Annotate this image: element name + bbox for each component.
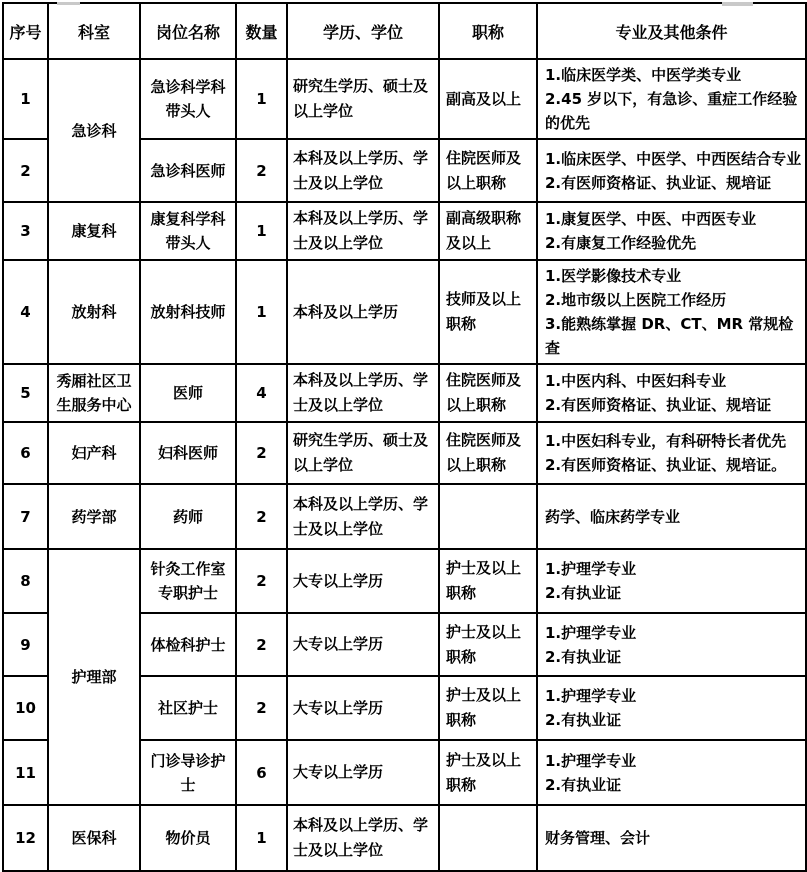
header-row xyxy=(3,3,806,59)
cell-position: 社区护士 xyxy=(140,676,236,740)
cell-serial: 6 xyxy=(3,422,48,484)
cell-position: 体检科护士 xyxy=(140,613,236,676)
cell-serial: 2 xyxy=(3,139,48,202)
cell-quantity: 2 xyxy=(236,613,287,676)
cell-department: 康复科 xyxy=(48,202,140,260)
cell-requirements xyxy=(537,740,806,805)
cell-serial: 7 xyxy=(3,484,48,549)
cell-serial: 10 xyxy=(3,676,48,740)
cell-position: 门诊导诊护士 xyxy=(140,740,236,805)
requirement-line: 2.有执业证 xyxy=(545,584,622,602)
cell-requirements xyxy=(537,484,806,549)
cell-education: 大专以上学历 xyxy=(287,613,439,676)
requirement-line: 1.临床医学、中医学、中西医结合专业 xyxy=(545,149,802,168)
cell-serial: 11 xyxy=(3,740,48,805)
requirement-line: 3.能熟练掌握 DR、CT、MR 常规检查 xyxy=(545,315,794,357)
cell-department: 放射科 xyxy=(48,260,140,364)
requirement-line: 2.45 岁以下，有急诊、重症工作经验的优先 xyxy=(545,90,798,132)
cell-department: 秀厢社区卫生服务中心 xyxy=(48,364,140,422)
table-row xyxy=(3,805,806,871)
cell-education: 本科及以上学历、学士及以上学位 xyxy=(287,139,439,202)
cell-serial: 5 xyxy=(3,364,48,422)
table-row xyxy=(3,484,806,549)
requirement-line: 2.有执业证 xyxy=(545,647,622,666)
table-handle-artifact xyxy=(57,2,80,5)
requirement-line: 2.有医师资格证、执业证、规培证。 xyxy=(545,456,787,474)
cell-title: 住院医师及以上职称 xyxy=(439,364,537,422)
cell-department: 急诊科 xyxy=(48,59,140,202)
requirement-line: 1.中医妇科专业，有科研特长者优先 xyxy=(545,432,787,450)
cell-requirements xyxy=(537,139,806,202)
cell-quantity: 2 xyxy=(236,139,287,202)
cell-department: 医保科 xyxy=(48,805,140,871)
cell-title: 副高及以上 xyxy=(439,59,537,139)
column-header-0: 序号 xyxy=(3,3,48,59)
requirement-line: 2.有执业证 xyxy=(545,775,622,794)
requirement-line: 2.有医师资格证、执业证、规培证 xyxy=(545,396,772,414)
cell-title: 护士及以上职称 xyxy=(439,613,537,676)
cell-quantity: 2 xyxy=(236,422,287,484)
cell-education: 本科及以上学历 xyxy=(287,260,439,364)
cell-department: 妇产科 xyxy=(48,422,140,484)
requirement-line: 2.地市级以上医院工作经历 xyxy=(545,291,727,309)
cell-education: 本科及以上学历、学士及以上学位 xyxy=(287,364,439,422)
cell-quantity: 2 xyxy=(236,549,287,613)
requirement-line: 1.康复医学、中医、中西医专业 xyxy=(545,210,757,228)
requirement-line: 1.护理学专业 xyxy=(545,560,637,578)
cell-department: 护理部 xyxy=(48,549,140,805)
column-header-2: 岗位名称 xyxy=(140,3,236,59)
cell-quantity: 1 xyxy=(236,805,287,871)
requirement-line: 2.有医师资格证、执业证、规培证 xyxy=(545,173,772,192)
cell-title: 护士及以上职称 xyxy=(439,676,537,740)
requirement-line: 1.中医内科、中医妇科专业 xyxy=(545,372,727,390)
cell-title: 副高级职称及以上 xyxy=(439,202,537,260)
requirement-line: 1.医学影像技术专业 xyxy=(545,267,682,285)
requirement-line: 药学、临床药学专业 xyxy=(545,507,681,526)
requirement-line: 1.护理学专业 xyxy=(545,623,637,642)
cell-education: 本科及以上学历、学士及以上学位 xyxy=(287,805,439,871)
requirement-line: 1.护理学专业 xyxy=(545,687,637,705)
cell-quantity: 6 xyxy=(236,740,287,805)
cell-position: 放射科技师 xyxy=(140,260,236,364)
cell-position: 妇科医师 xyxy=(140,422,236,484)
table-row xyxy=(3,549,806,613)
column-header-6: 专业及其他条件 xyxy=(537,3,806,59)
cell-quantity: 4 xyxy=(236,364,287,422)
cell-requirements xyxy=(537,202,806,260)
requirement-line: 财务管理、会计 xyxy=(545,829,651,847)
cell-position: 康复科学科带头人 xyxy=(140,202,236,260)
cell-quantity: 1 xyxy=(236,59,287,139)
requirement-line: 2.有执业证 xyxy=(545,711,622,729)
cell-title: 住院医师及以上职称 xyxy=(439,139,537,202)
cell-position: 急诊科医师 xyxy=(140,139,236,202)
column-header-3: 数量 xyxy=(236,3,287,59)
cell-title: 护士及以上职称 xyxy=(439,740,537,805)
requirement-line: 1.护理学专业 xyxy=(545,751,637,770)
table-row xyxy=(3,260,806,364)
cell-position: 物价员 xyxy=(140,805,236,871)
column-header-5: 职称 xyxy=(439,3,537,59)
cell-title xyxy=(439,484,537,549)
cell-education: 大专以上学历 xyxy=(287,740,439,805)
cell-requirements xyxy=(537,364,806,422)
table-row xyxy=(3,364,806,422)
cell-requirements xyxy=(537,422,806,484)
cell-quantity: 2 xyxy=(236,484,287,549)
cell-title xyxy=(439,805,537,871)
cell-education: 本科及以上学历、学士及以上学位 xyxy=(287,484,439,549)
column-header-1: 科室 xyxy=(48,3,140,59)
cell-education: 大专以上学历 xyxy=(287,549,439,613)
table-row xyxy=(3,202,806,260)
cell-title: 护士及以上职称 xyxy=(439,549,537,613)
cell-quantity: 2 xyxy=(236,676,287,740)
cell-requirements xyxy=(537,676,806,740)
cell-serial: 12 xyxy=(3,805,48,871)
cell-title: 住院医师及以上职称 xyxy=(439,422,537,484)
cell-education: 本科及以上学历、学士及以上学位 xyxy=(287,202,439,260)
cell-position: 急诊科学科带头人 xyxy=(140,59,236,139)
cell-position: 药师 xyxy=(140,484,236,549)
cell-serial: 8 xyxy=(3,549,48,613)
cell-requirements xyxy=(537,805,806,871)
cell-department: 药学部 xyxy=(48,484,140,549)
cell-requirements xyxy=(537,613,806,676)
requirement-line: 2.有康复工作经验优先 xyxy=(545,234,697,252)
table-body xyxy=(3,59,806,871)
cell-requirements xyxy=(537,59,806,139)
cell-serial: 9 xyxy=(3,613,48,676)
cell-quantity: 1 xyxy=(236,202,287,260)
cell-requirements xyxy=(537,260,806,364)
cell-serial: 4 xyxy=(3,260,48,364)
requirement-line: 1.临床医学类、中医学类专业 xyxy=(545,66,742,84)
cell-education: 研究生学历、硕士及以上学位 xyxy=(287,422,439,484)
cell-education: 大专以上学历 xyxy=(287,676,439,740)
cell-quantity: 1 xyxy=(236,260,287,364)
cell-position: 医师 xyxy=(140,364,236,422)
column-header-4: 学历、学位 xyxy=(287,3,439,59)
cell-requirements xyxy=(537,549,806,613)
cell-title: 技师及以上职称 xyxy=(439,260,537,364)
recruitment-table xyxy=(2,2,807,872)
table-row xyxy=(3,59,806,139)
cell-serial: 1 xyxy=(3,59,48,139)
cell-position: 针灸工作室专职护士 xyxy=(140,549,236,613)
cell-serial: 3 xyxy=(3,202,48,260)
cell-education: 研究生学历、硕士及以上学位 xyxy=(287,59,439,139)
table-row xyxy=(3,422,806,484)
table-handle-artifact xyxy=(722,2,753,6)
